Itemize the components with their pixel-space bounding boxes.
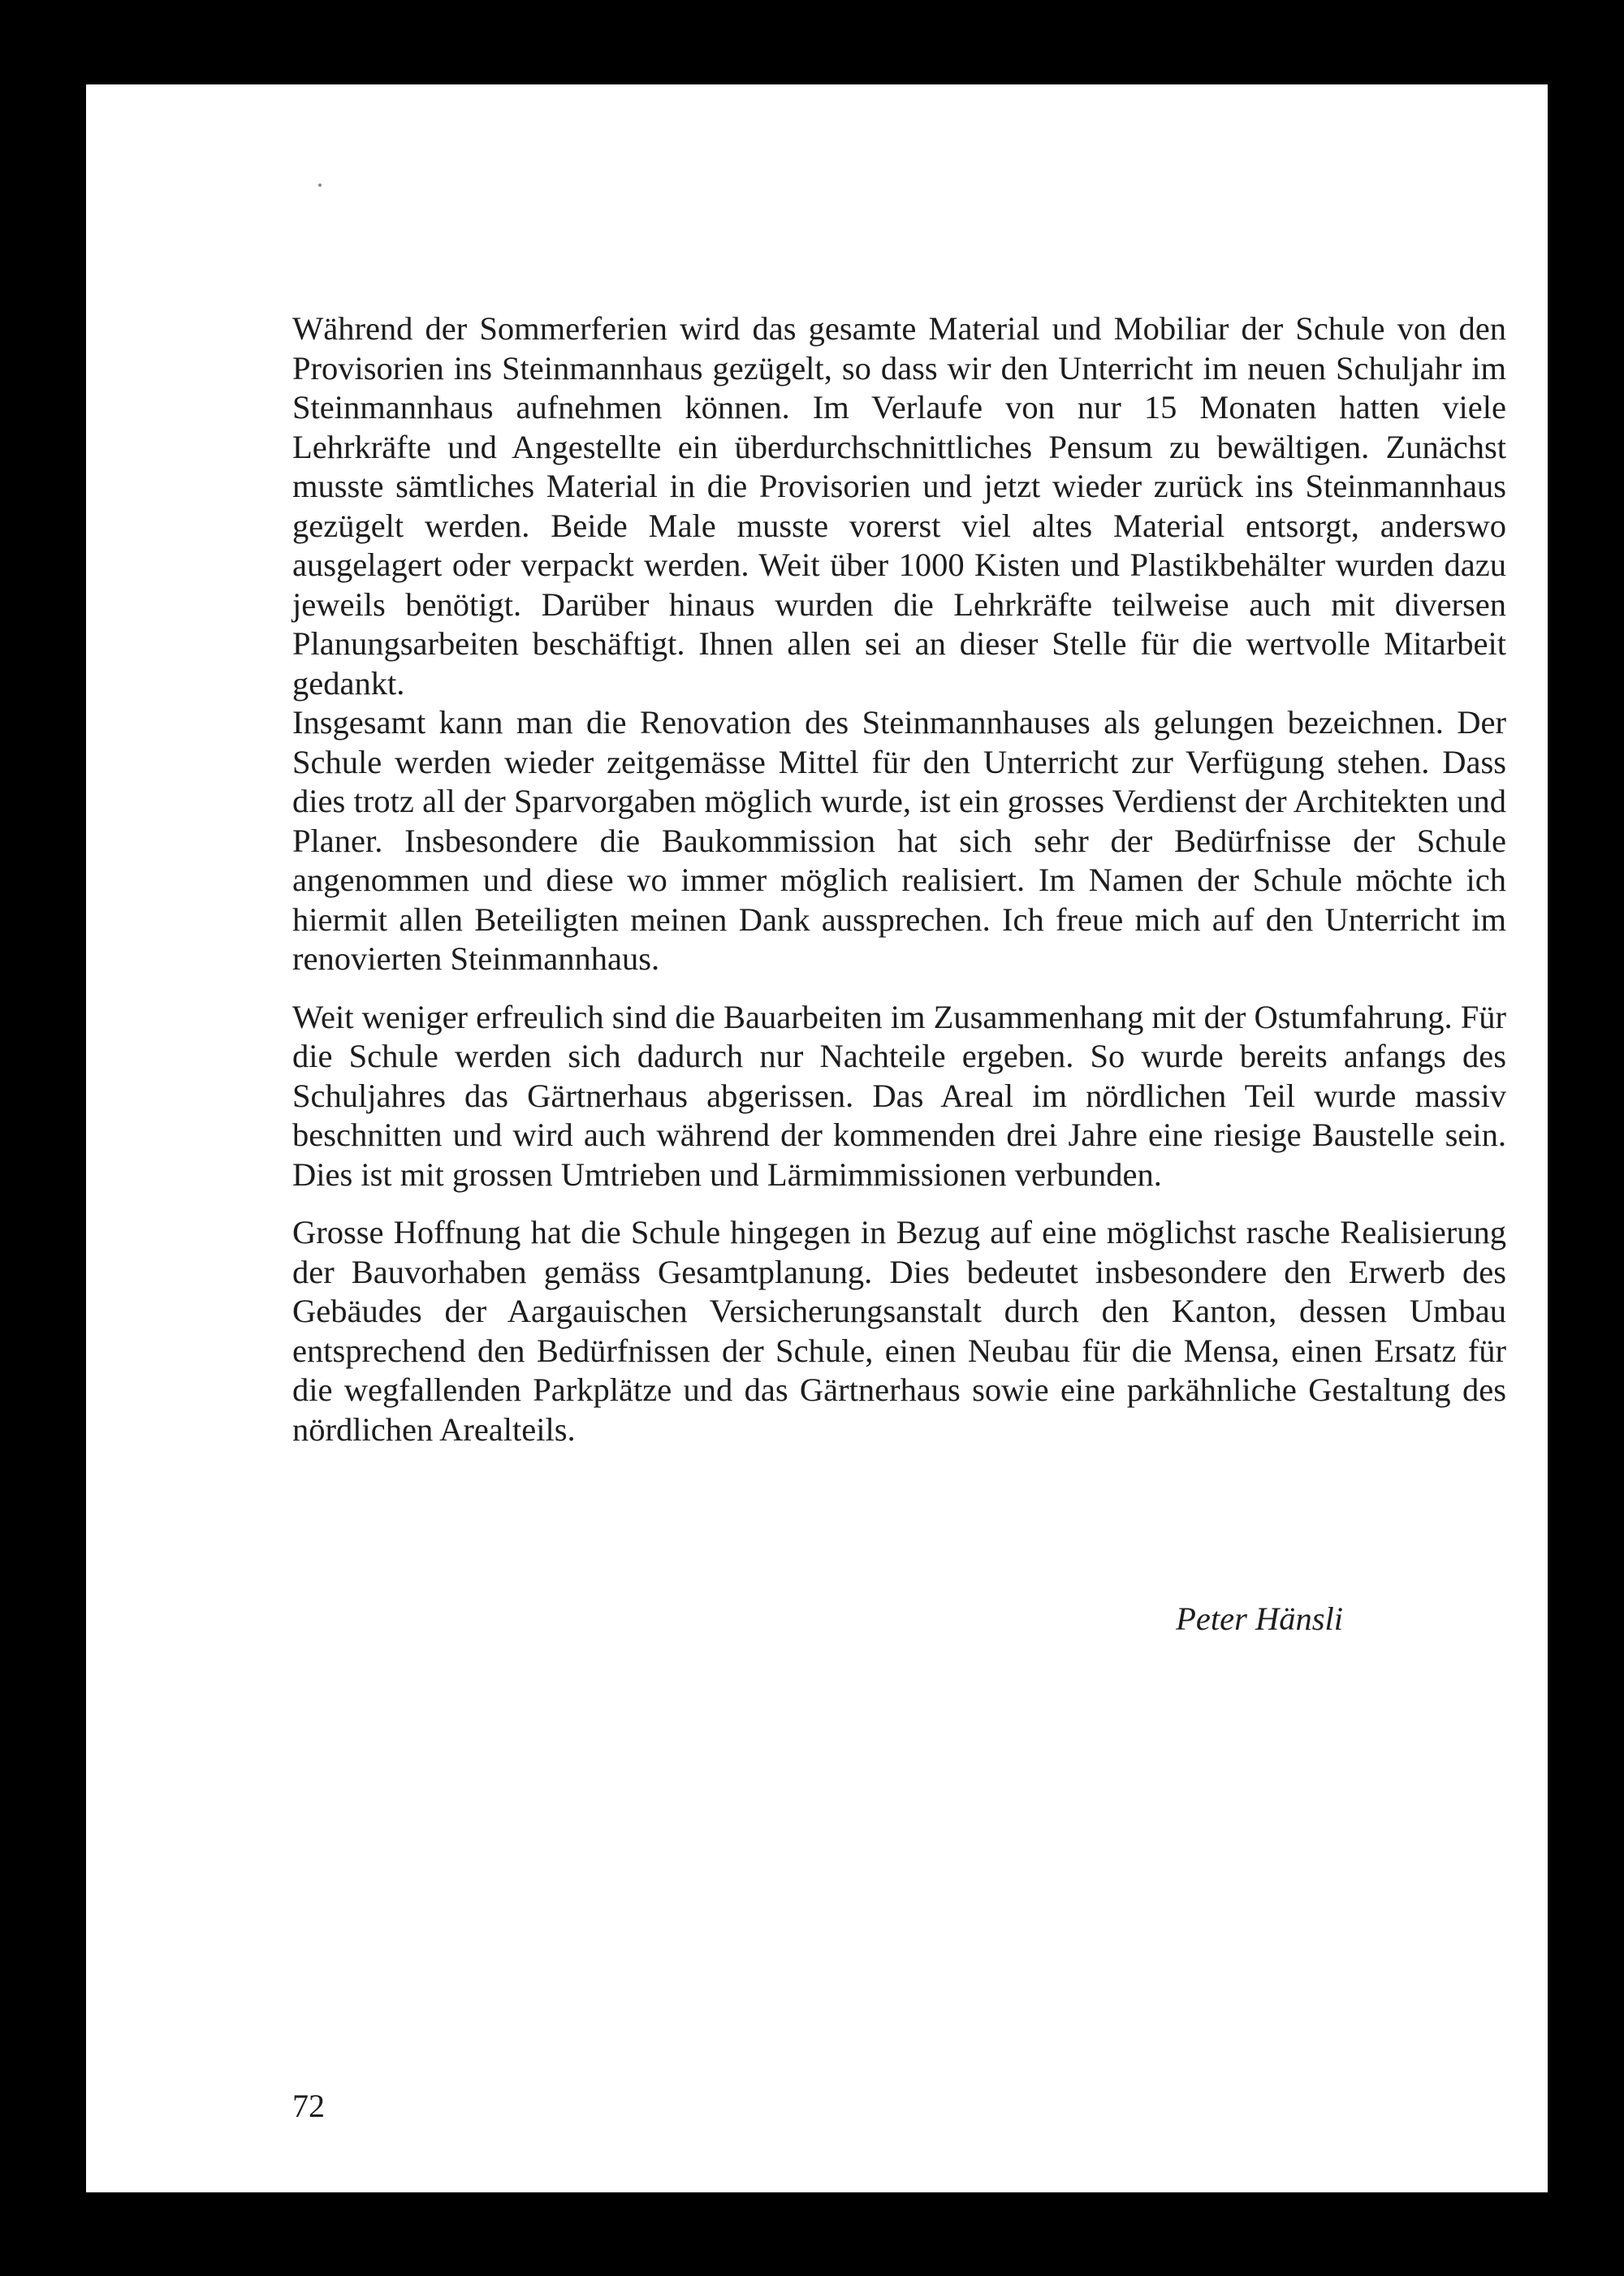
paragraph-3: Weit weniger erfreulich sind die Bauarbeiten im Zusammenhang mit der Ostumfahrung. Für die Schule werden sich dadurch nur Nachteile ergeben. So wurde bereits anfangs des Schuljahres das Gärtnerhaus abgerissen. Das Areal im nördlichen Teil wurde massiv beschnitten und wird auch während der kommenden drei Jahre eine riesige Baustelle sein. Dies ist mit grossen Umtrieben und Lärmimmissionen verbunden.	[292, 998, 1506, 1193]
paragraph-2: Insgesamt kann man die Renovation des Steinmannhauses als gelungen bezeichnen. Der Schule werden wieder zeitgemässe Mittel für den Unterricht zur Verfügung stehen. Dass dies trotz all der Sparvorgaben möglich wurde, ist ein grosses Verdienst der Architekten und Planer. Insbesondere die Baukommission hat sich sehr der Bedürfnisse der Schule angenommen und diese wo immer möglich realisiert. Im Namen der Schule möchte ich hiermit allen Beteiligten meinen Dank aussprechen. Ich freue mich auf den Unterricht im renovierten Steinmannhaus.	[292, 704, 1506, 977]
paragraph-4: Grosse Hoffnung hat die Schule hingegen in Bezug auf eine möglichst rasche Realisierung der Bauvorhaben gemäss Gesamtplanung. Dies bedeutet insbesondere den Erwerb des Gebäudes der Aargauischen Versicherungsanstalt durch den Kanton, dessen Umbau entsprechend den Bedürfnissen der Schule, einen Neubau für die Mensa, einen Ersatz für die wegfallenden Parkplätze und das Gärtnerhaus sowie eine parkähnliche Gestaltung des nördlichen Arealteils.	[292, 1214, 1506, 1448]
page-number: 72	[292, 2088, 325, 2124]
document-page	[86, 84, 1548, 2192]
scan-speck	[318, 184, 322, 187]
body-text	[292, 309, 1506, 1449]
author-signature: Peter Hänsli	[1176, 1600, 1343, 1637]
paragraph-1: Während der Sommerferien wird das gesamte Material und Mobiliar der Schule von den Provisorien ins Steinmannhaus gezügelt, so dass wir den Unterricht im neuen Schuljahr im Steinmannhaus aufnehmen können. Im Verlaufe von nur 15 Monaten hatten viele Lehrkräfte und Angestellte ein überdurchschnittliches Pensum zu bewältigen. Zunächst musste sämtliches Material in die Provisorien und jetzt wieder zurück ins Steinmannhaus gezügelt werden. Beide Male musste vorerst viel altes Material entsorgt, anderswo ausgelagert oder verpackt werden. Weit über 1000 Kisten und Plastikbehälter wurden dazu jeweils benötigt. Darüber hinaus wurden die Lehrkräfte teilweise auch mit diversen Planungsarbeiten beschäftigt. Ihnen allen sei an dieser Stelle für die wertvolle Mitarbeit gedankt.	[292, 310, 1506, 702]
